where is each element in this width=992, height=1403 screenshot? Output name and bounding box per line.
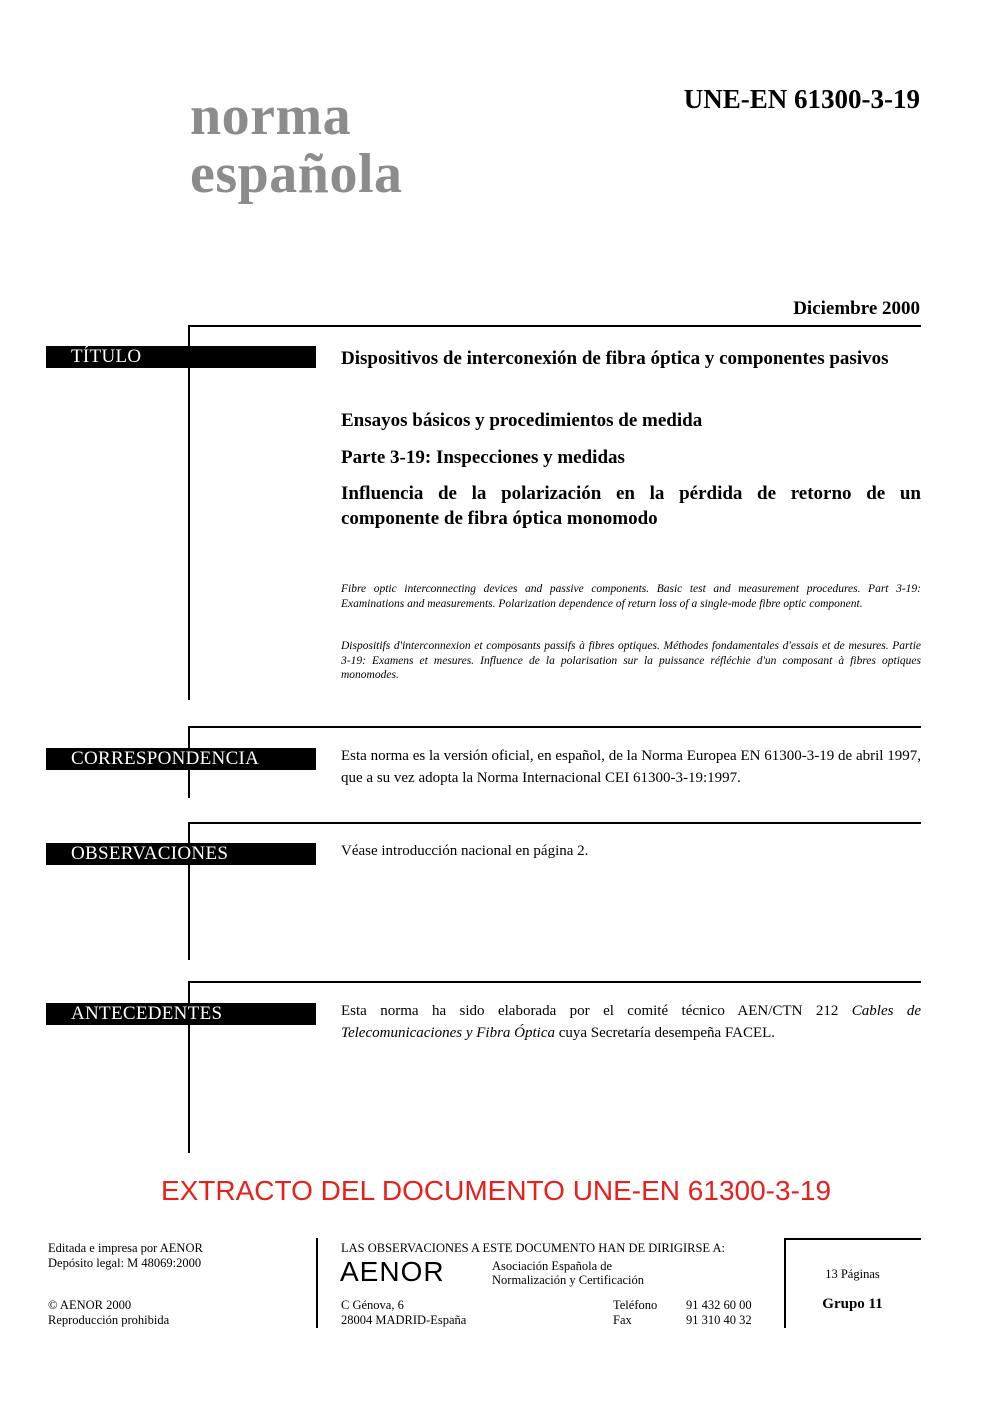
aenor-logo: AENOR [340,1256,445,1287]
antecedentes-label: ANTECEDENTES [46,1003,316,1025]
logo-espanola: española [190,143,403,205]
page-count: 13 Páginas [825,1267,880,1281]
section-divider [188,325,921,327]
observations-heading: LAS OBSERVACIONES A ESTE DOCUMENTO HAN DE DIRIGIRSE A: [341,1241,725,1255]
footer-divider [316,1238,318,1328]
phone-label: Teléfono [613,1298,658,1312]
section-divider [188,822,921,824]
standard-number: UNE-EN 61300-3-19 [683,84,920,114]
observaciones-label: OBSERVACIONES [46,843,316,865]
fax-value: 91 310 40 32 [686,1313,752,1327]
observaciones-text: Véase introducción nacional en página 2. [341,843,589,859]
pages-box-left-rule [784,1238,786,1328]
logo-norma: norma [190,85,352,147]
section-divider [188,981,921,983]
legal-deposit: Depósito legal: M 48069:2000 [48,1256,202,1270]
title-line-2: Ensayos básicos y procedimientos de medida [341,410,703,431]
committee-name: Cables de Telecomunicaciones y Fibra Óptica [341,1003,922,1041]
aenor-full-name [492,1259,644,1287]
section-divider [188,726,921,728]
antecedentes-text-start: Esta norma ha sido elaborada por el comité técnico AEN/CTN 212 [341,1003,852,1019]
title-line-3: Parte 3-19: Inspecciones y medidas [341,447,625,468]
address-line-2: 28004 MADRID-España [341,1313,467,1327]
phone-value: 91 432 60 00 [686,1298,752,1312]
group-label: Grupo 11 [822,1296,883,1312]
publication-date: Diciembre 2000 [793,298,920,319]
antecedentes-text-end: cuya Secretaría desempeña FACEL. [554,1025,776,1041]
title-line-4: Influencia de la polarización en la pérdida de retorno de un componente de fibra óptica monomodo [341,483,921,529]
antecedentes-text [341,1000,921,1044]
titulo-label: TÍTULO [46,346,316,368]
section-vertical-rule [188,325,190,700]
reproduction-notice: Reproducción prohibida [48,1313,170,1327]
pages-box-top-rule [784,1238,921,1240]
address-line-1: C Génova, 6 [341,1298,404,1312]
aenor-name-line-2: Normalización y Certificación [492,1273,645,1287]
copyright: © AENOR 2000 [48,1298,132,1312]
edited-by: Editada e impresa por AENOR [48,1241,203,1255]
correspondencia-label: CORRESPONDENCIA [46,748,316,770]
aenor-name-line-1: Asociación Española de [492,1259,613,1273]
extract-notice: EXTRACTO DEL DOCUMENTO UNE-EN 61300-3-19 [160,1175,832,1206]
english-title: Fibre optic interconnecting devices and passive components. Basic test and measurement procedures. Part 3-19: Examinations and measurements. Polarization dependence of return loss of a single-mode fibre optic component. [341,583,921,610]
fax-label: Fax [613,1313,632,1327]
title-line-1: Dispositivos de interconexión de fibra óptica y componentes pasivos [341,348,889,369]
correspondencia-text: Esta norma es la versión oficial, en español, de la Norma Europea EN 61300-3-19 de abril 1997, que a su vez adopta la Norma Internacional CEI 61300-3-19:1997. [341,748,921,786]
french-title: Dispositifs d'interconnexion et composants passifs à fibres optiques. Méthodes fondamentales d'essais et de mesures. Partie 3-19: Examens et mesures. Influence de la polarisation sur la puissance réfléchie d'un composant à fibres optiques monomodes. [341,640,921,681]
